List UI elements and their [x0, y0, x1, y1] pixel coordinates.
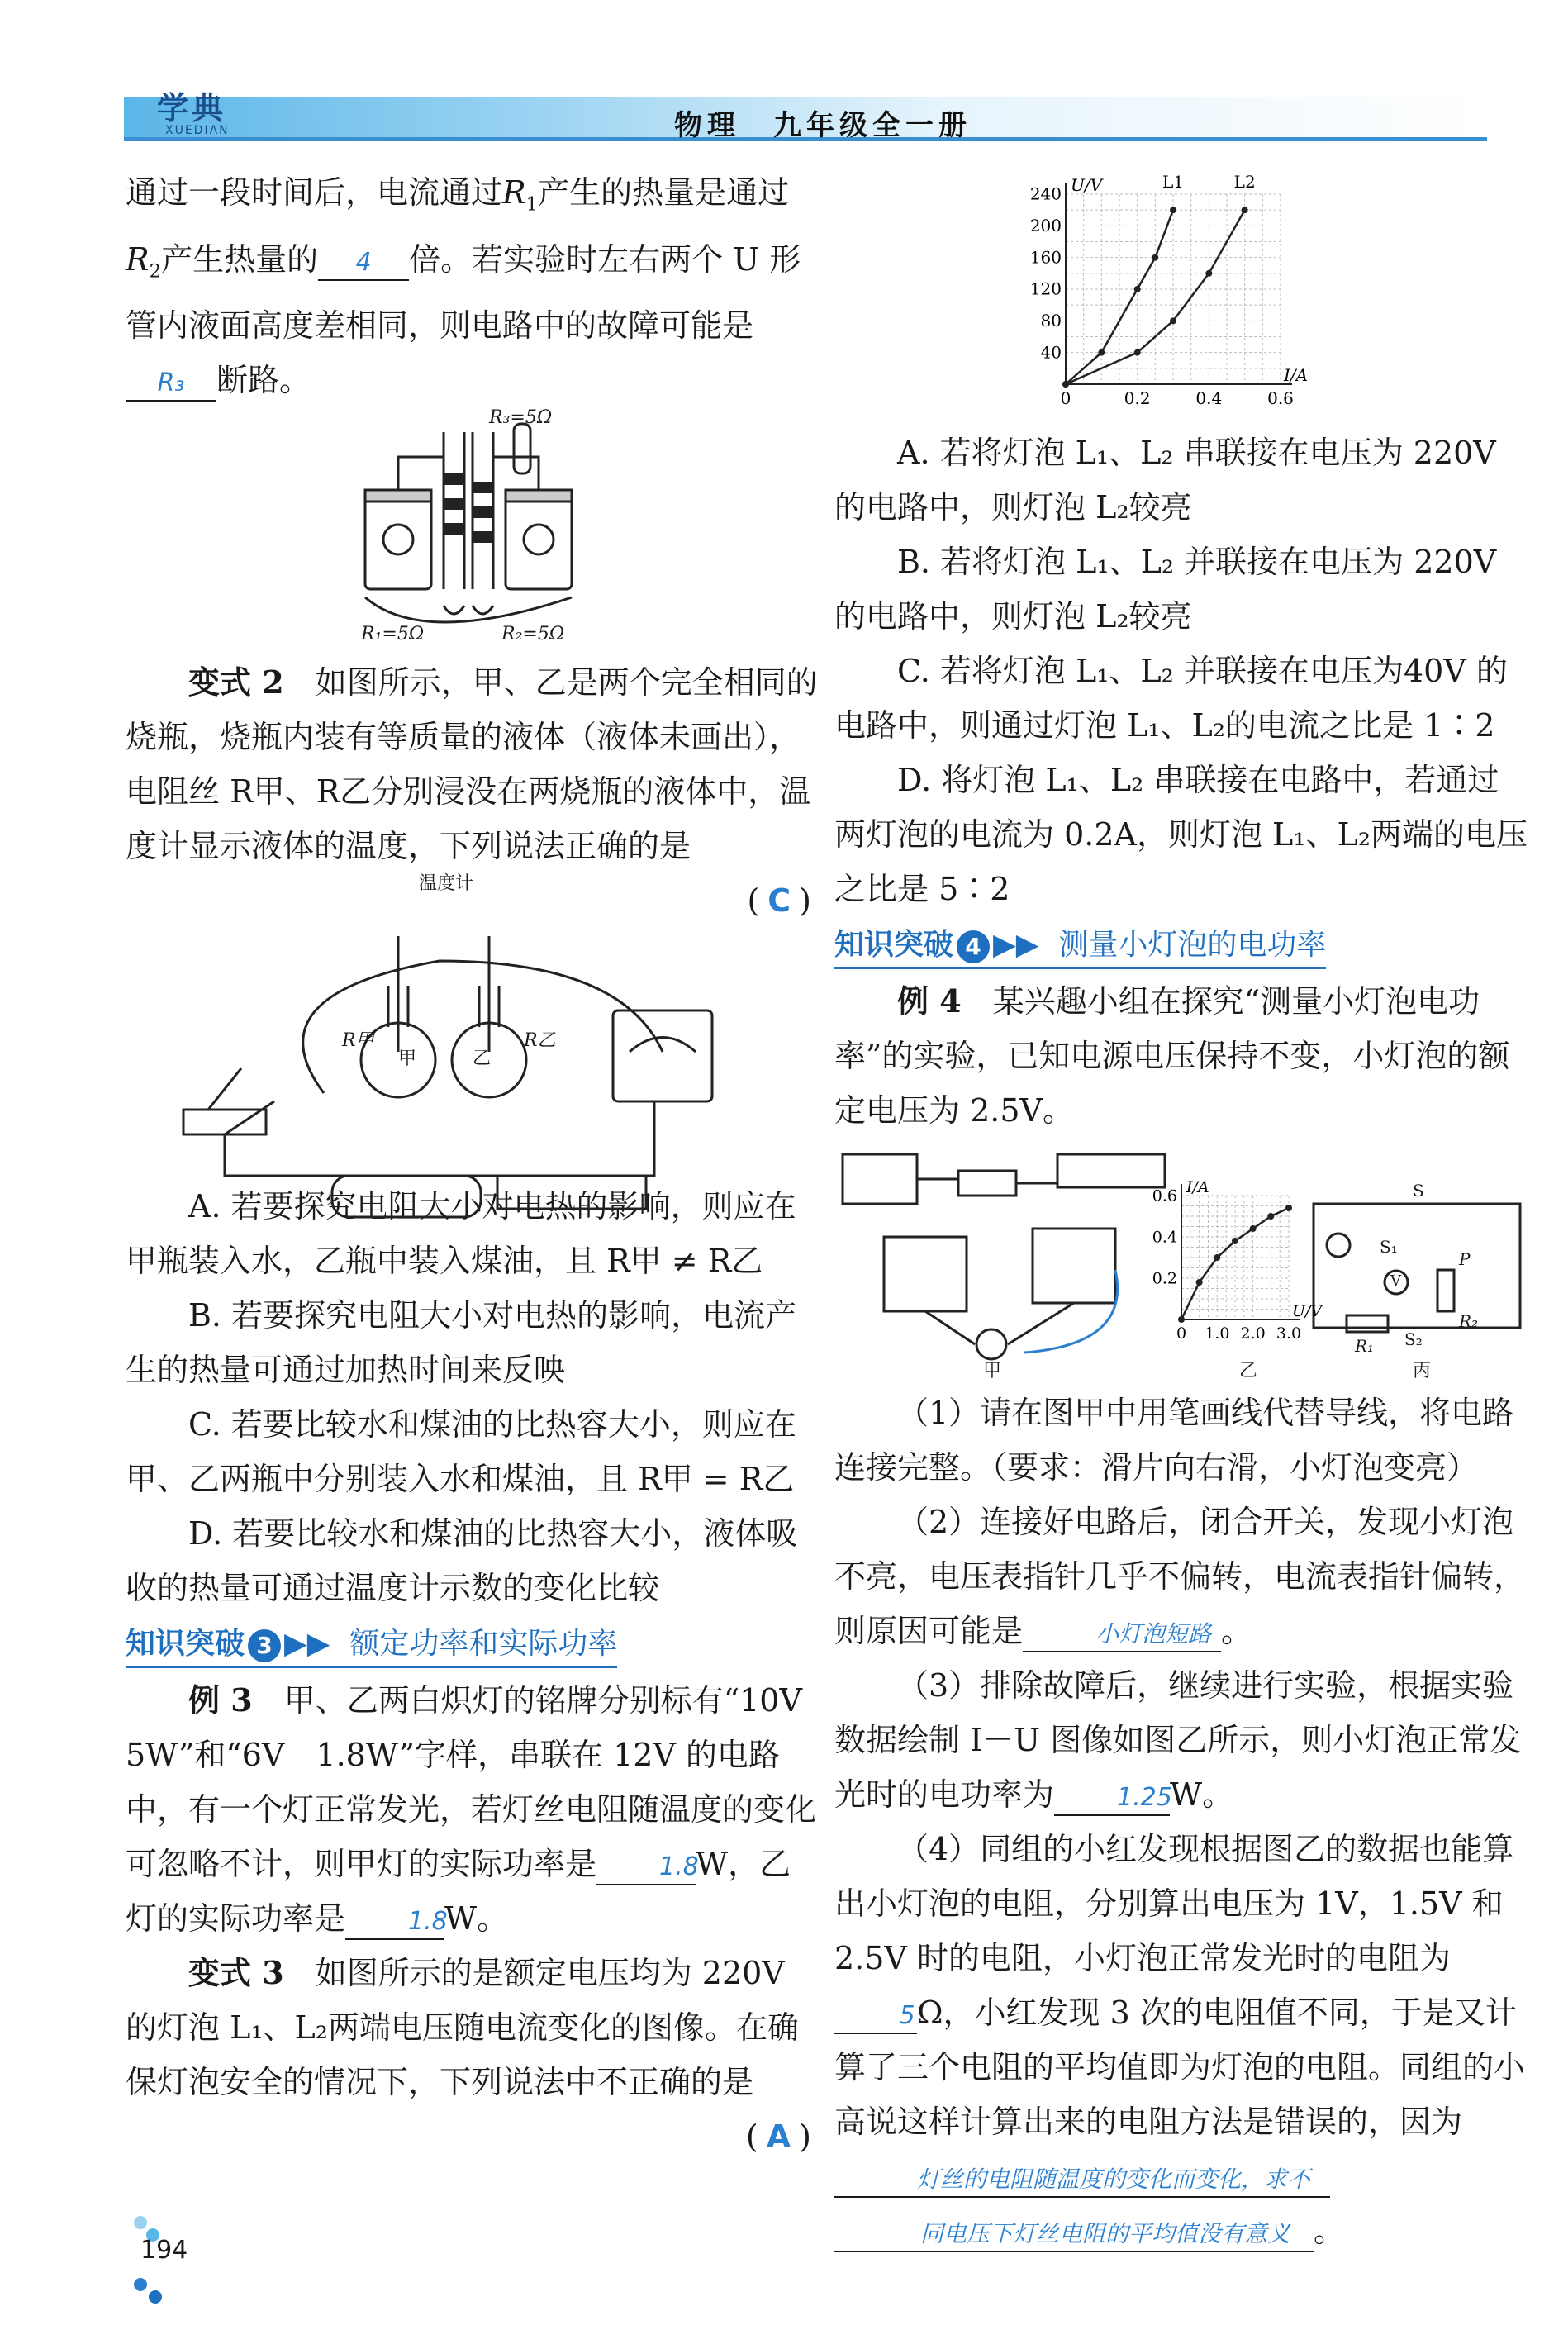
section-number-badge: 4	[957, 930, 990, 963]
data-point	[1098, 349, 1105, 356]
question-2: （2）连接好电路后，闭合开关，发现小灯泡不亮，电压表指针几乎不偏转，电流表指针偏转，则原因可能是 小灯泡短路 。	[834, 1495, 1528, 1658]
x-tick-label: 0	[1060, 388, 1071, 408]
label-jia: 甲	[398, 1048, 417, 1070]
question-4: （4）同组的小红发现根据图乙的数据也能算出小灯泡的电阻，分别算出电压为 1V，1.5V 和 2.5V 时的电阻，小灯泡正常发光时的电阻为5Ω，小红发现 3 次的电阻值不同，于是又计算了三个电阻的平均值即为灯泡的电阻。同组的小高说这样计算出来的电阻方法是错误的，因为灯丝的电阻随温度的变化而变化，求不同电压下灯丝电阻的平均值没有意义 。	[834, 1822, 1528, 2258]
option-d: D. 将灯泡 L₁、L₂ 串联接在电路中，若通过两灯泡的电流为 0.2A，则灯泡 L₁、L₂两端的电压之比是 5∶2	[834, 762, 1528, 907]
figure-u-tube	[126, 407, 820, 655]
flask-circuit-diagram	[126, 928, 820, 1234]
y-tick-label: 200	[1029, 216, 1062, 235]
ui-chart	[1024, 169, 1338, 417]
data-point	[1250, 1225, 1257, 1232]
legend-entry: L1	[1162, 172, 1185, 192]
figure-lamp-circuit	[834, 1138, 1528, 1386]
example-3: 例 3 甲、乙两白炽灯的铭牌分别标有“10V 5W”和“6V 1.8W”字样，串联在 12V 的电路中，有一个灯正常发光，若灯丝电阻随温度的变化可忽略不计，则甲灯的实际功率是 1.8W，乙灯的实际功率是 1.8W。	[126, 1673, 820, 1946]
data-point	[1170, 317, 1176, 324]
x-tick-label: 0.4	[1195, 388, 1223, 408]
data-point	[1178, 1316, 1185, 1323]
label-yi: 乙	[473, 1048, 492, 1070]
x-tick-label: 0	[1176, 1324, 1187, 1343]
left-column	[126, 165, 834, 2164]
label-r3: R₃=5Ω	[489, 407, 553, 429]
u-tube-diagram	[126, 407, 820, 655]
variant-3: 变式 3 如图所示的是额定电压均为 220V 的灯泡 L₁、L₂两端电压随电流变化的图像。在确保灯泡安全的情况下，下列说法中不正确的是 (A)	[126, 1954, 820, 2156]
data-point	[1232, 1238, 1238, 1244]
x-axis-label: I/A	[1284, 365, 1309, 385]
answer-a: A	[766, 2118, 800, 2156]
data-point	[1242, 207, 1248, 213]
y-tick-label: 0.6	[1152, 1186, 1177, 1205]
logo-cn: 学典	[157, 89, 227, 126]
label-bing: 丙	[1413, 1361, 1432, 1381]
answer-blank: 4	[318, 246, 409, 281]
example-4: 例 4 某兴趣小组在探究“测量小灯泡电功率”的实验，已知电源电压保持不变，小灯泡的额定电压为 2.5V。	[834, 982, 1510, 1129]
label-p: P	[1459, 1249, 1471, 1269]
answer-blank: 5	[834, 1999, 917, 2034]
label-r-jia: R甲	[342, 1030, 374, 1052]
option-a: A. 若将灯泡 L₁、L₂ 串联接在电压为 220V 的电路中，则灯泡 L₂较亮	[834, 435, 1496, 525]
x-tick-label: 3.0	[1276, 1324, 1302, 1343]
label-r1: R₁	[1355, 1336, 1375, 1356]
label-thermometer: 温度计	[419, 873, 474, 895]
answer-blank: 灯丝的电阻随温度的变化而变化，求不	[834, 2163, 1330, 2198]
y-tick-label: 0.2	[1152, 1269, 1177, 1288]
logo-en: XUEDIAN	[165, 124, 230, 137]
y-tick-label: 40	[1040, 342, 1062, 363]
answer-blank: R₃	[126, 367, 216, 402]
data-point	[1134, 349, 1141, 356]
y-tick-label: 0.4	[1152, 1228, 1177, 1247]
play-arrow-icon: ▶▶	[993, 928, 1039, 962]
y-axis-label: U/V	[1071, 175, 1103, 195]
label-r2: R₂	[1459, 1311, 1479, 1331]
data-point	[1170, 207, 1176, 213]
option-c: C. 若要比较水和煤油的比热容大小，则应在甲、乙两瓶中分别装入水和煤油，且 R甲 = R乙	[126, 1406, 796, 1498]
data-point	[1205, 270, 1212, 277]
label-s2: S₂	[1404, 1329, 1423, 1349]
y-tick-label: 120	[1029, 278, 1062, 299]
label-yi: 乙	[1239, 1361, 1258, 1381]
x-axis-label: U/V	[1292, 1302, 1323, 1320]
y-tick-label: 160	[1029, 247, 1062, 268]
option-d: D. 若要比较水和煤油的比热容大小，液体吸收的热量可通过温度计示数的变化比较	[126, 1515, 798, 1607]
option-a: A. 若要探究电阻大小对电热的影响，则应在甲瓶装入水，乙瓶中装入煤油，且 R甲 ≠ R乙	[126, 1188, 796, 1280]
data-point	[1267, 1213, 1274, 1220]
answer-blank: 1.25	[1054, 1781, 1170, 1816]
option-c: C. 若将灯泡 L₁、L₂ 并联接在电压为40V 的电路中，则通过灯泡 L₁、L₂的电流之比是 1∶2	[834, 653, 1508, 744]
answer-blank: 小灯泡短路	[1023, 1618, 1221, 1652]
label-s: S	[1413, 1181, 1424, 1201]
y-tick-label: 80	[1040, 311, 1062, 330]
figure-flask-circuit	[126, 873, 820, 1179]
legend-entry: L2	[1233, 172, 1256, 192]
answer-blank: 1.8	[345, 1905, 444, 1940]
y-tick-label: 240	[1029, 183, 1062, 204]
logo	[132, 79, 248, 145]
paragraph-1: 通过一段时间后，电流通过$R_1$产生的热量是通过$R_2$产生热量的 4 倍。若实验时左右两个 U 形管内液面高度差相同，则电路中的故障可能是R₃ 断路。	[126, 165, 820, 407]
option-b: B. 若将灯泡 L₁、L₂ 并联接在电压为 220V 的电路中，则灯泡 L₂较亮	[834, 544, 1497, 635]
y-axis-label: I/A	[1186, 1178, 1209, 1196]
label-r1: R₁=5Ω	[361, 624, 425, 645]
data-point	[1285, 1205, 1292, 1211]
answer-c: C	[767, 882, 800, 920]
play-arrow-icon: ▶▶	[284, 1627, 330, 1662]
data-point	[1152, 254, 1158, 261]
x-tick-label: 1.0	[1205, 1324, 1230, 1343]
label-s1: S₁	[1380, 1237, 1398, 1257]
label-jia: 甲	[983, 1361, 1002, 1381]
page-header-title: 物理 九年级全一册	[674, 109, 972, 142]
data-point	[1196, 1279, 1203, 1286]
page-number: 194	[140, 2236, 188, 2265]
x-tick-label: 2.0	[1240, 1324, 1266, 1343]
question-3: （3）排除故障后，继续进行实验，根据实验数据绘制 I－U 图像如图乙所示，则小灯泡正常发光时的电功率为 1.25W。	[834, 1658, 1528, 1822]
section-heading-4: 知识突破 4 ▶▶ 测量小灯泡的电功率	[834, 924, 1326, 969]
label-r-yi: R乙	[524, 1030, 556, 1052]
series-line	[1181, 1208, 1289, 1319]
x-tick-label: 0.6	[1267, 388, 1294, 408]
figure-ui-chart	[1024, 169, 1338, 417]
data-point	[1062, 381, 1069, 388]
answer-blank: 1.8	[596, 1851, 696, 1885]
lamp-circuit-diagram	[834, 1138, 1528, 1386]
label-r2: R₂=5Ω	[501, 624, 565, 645]
section-number-badge: 3	[248, 1629, 281, 1662]
question-1: （1）请在图甲中用笔画线代替导线，将电路连接完整。（要求：滑片向右滑，小灯泡变亮）	[834, 1395, 1514, 1486]
data-point	[1214, 1254, 1220, 1261]
section-heading-3: 知识突破 3 ▶▶ 额定功率和实际功率	[126, 1623, 617, 1668]
option-b: B. 若要探究电阻大小对电热的影响，电流产生的热量可通过加热时间来反映	[126, 1297, 797, 1389]
label-v: V	[1390, 1272, 1401, 1290]
x-tick-label: 0.2	[1124, 388, 1151, 408]
data-point	[1134, 286, 1141, 292]
variant-2: 变式 2 如图所示，甲、乙是两个完全相同的烧瓶，烧瓶内装有等质量的液体（液体未画出），电阻丝 R甲、R乙分别浸没在两烧瓶的液体中，温度计显示液体的温度，下列说法正确的是 (C)	[126, 663, 820, 920]
answer-blank: 同电压下灯丝电阻的平均值没有意义	[834, 2218, 1314, 2252]
right-column	[834, 426, 1528, 2258]
